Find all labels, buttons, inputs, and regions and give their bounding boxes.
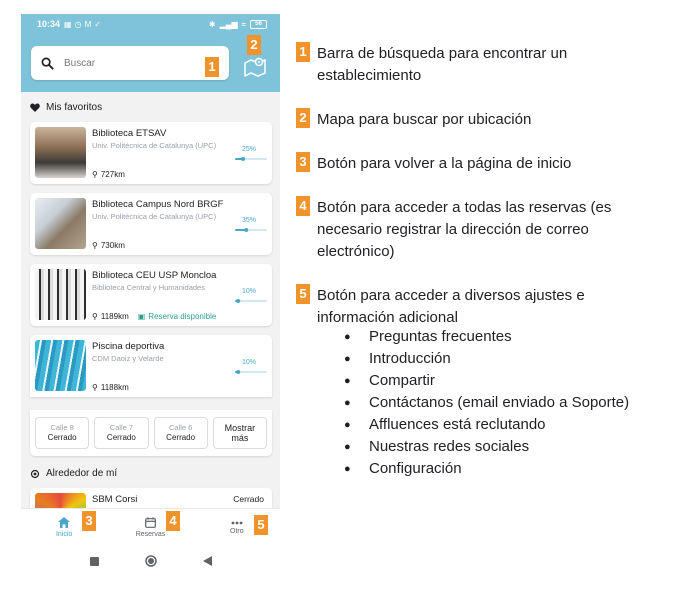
chip-title: Calle 7	[109, 423, 134, 432]
venue-name: Biblioteca ETSAV	[92, 128, 167, 139]
legend-text: Botón para volver a la página de inicio	[317, 155, 572, 172]
search-bar[interactable]	[31, 46, 229, 80]
distance	[92, 312, 216, 321]
venue-subtitle: Univ. Politècnica de Catalunya (UPC)	[92, 212, 217, 221]
check-icon: ✓	[94, 19, 101, 29]
bar-knob	[244, 228, 248, 232]
occupancy-percent: 25%	[241, 146, 256, 153]
back-icon[interactable]	[203, 556, 212, 566]
show-more-button[interactable]	[213, 417, 267, 449]
legend-text: Botón para acceder a todas las reservas (es necesario registrar la dirección de correo electrónico)	[317, 199, 612, 260]
badge-3: 3	[82, 511, 96, 531]
app-header	[21, 14, 280, 92]
legend-badge: 5	[296, 284, 310, 304]
occupancy-percent: 35%	[241, 217, 256, 224]
location-pin-icon: ⚲	[92, 312, 98, 321]
phone-screen	[21, 14, 280, 576]
bar-knob	[236, 370, 240, 374]
more-dots-icon	[231, 521, 243, 525]
settings-bullet-list	[344, 326, 664, 480]
badge-4: 4	[166, 511, 180, 531]
venue-name: SBM Corsi	[92, 494, 138, 505]
chip-state: Cerrado	[166, 433, 196, 442]
venue-subtitle: Biblioteca Central y Humanidades	[92, 283, 205, 292]
favorite-card[interactable]	[30, 193, 272, 255]
status-time: 10:34	[37, 19, 61, 29]
distance-value: 730km	[100, 241, 125, 250]
availability	[138, 312, 217, 321]
lane-chip[interactable]	[35, 417, 89, 449]
heart-icon	[30, 103, 40, 112]
occupancy-bar	[235, 370, 267, 374]
chip-state: Cerrado	[106, 433, 136, 442]
bullet-item: ● Configuración	[344, 458, 664, 480]
distance-value: 1188km	[100, 383, 129, 392]
favorite-card[interactable]	[30, 122, 272, 184]
bullet-item: ● Introducción	[344, 348, 664, 370]
occupancy-percent: 10%	[241, 288, 256, 295]
occupancy-bar	[235, 228, 267, 232]
bullet-item: ● Preguntas frecuentes	[344, 326, 664, 348]
legend-badge: 4	[296, 196, 310, 216]
venue-subtitle: Univ. Politècnica de Catalunya (UPC)	[92, 141, 217, 150]
favorite-card[interactable]	[30, 335, 272, 397]
venue-name: Biblioteca CEU USP Moncloa	[92, 270, 217, 281]
distance-value: 727km	[100, 170, 125, 179]
legend-badge: 1	[296, 42, 310, 62]
occupancy-bar	[235, 299, 267, 303]
calendar-icon: ▣	[137, 312, 146, 321]
badge-2: 2	[247, 35, 261, 55]
bluetooth-icon: ✱	[208, 19, 216, 29]
status-bar	[21, 14, 280, 34]
bar-knob	[236, 299, 240, 303]
library-photo	[35, 127, 86, 178]
locate-icon	[30, 469, 40, 479]
wifi-icon: ≈	[241, 19, 246, 29]
chip-state: Cerrado	[47, 433, 77, 442]
legend-text: Barra de búsqueda para encontrar un establecimiento	[317, 45, 568, 84]
nav-home-label: Inicio	[55, 531, 73, 538]
favorites-header	[30, 102, 102, 113]
distance	[92, 241, 125, 250]
legend-badge: 3	[296, 152, 310, 172]
bullet-item: ● Compartir	[344, 370, 664, 392]
availability-label: Reserva disponible	[148, 312, 217, 321]
badge-1: 1	[205, 57, 219, 77]
location-pin-icon: ⚲	[92, 383, 98, 392]
venue-name: Biblioteca Campus Nord BRGF	[92, 199, 224, 210]
open-state: Cerrado	[233, 494, 264, 504]
search-icon	[41, 57, 54, 70]
legend-badge: 2	[296, 108, 310, 128]
venue-name: Piscina deportiva	[92, 341, 165, 352]
distance-value: 1189km	[100, 312, 129, 321]
show-more-label: Mostrar más	[224, 423, 256, 443]
library-photo	[35, 269, 86, 320]
map-icon[interactable]	[243, 55, 267, 77]
badge-5: 5	[254, 515, 268, 535]
legend-text: Botón para acceder a diversos ajustes e información adicional	[317, 287, 585, 326]
lane-chip[interactable]	[154, 417, 208, 449]
legend-text: Mapa para buscar por ubicación	[317, 111, 532, 128]
occupancy-bar	[235, 157, 267, 161]
search-input[interactable]	[64, 58, 194, 69]
bullet-item: ● Contáctanos (email enviado a Soporte)	[344, 392, 664, 414]
lane-chip[interactable]	[94, 417, 148, 449]
home-icon	[58, 517, 70, 528]
signal-icon: ▂▄▆	[219, 19, 238, 29]
location-pin-icon: ⚲	[92, 170, 98, 179]
occupancy-percent: 10%	[241, 359, 256, 366]
favorites-title: Mis favoritos	[46, 102, 103, 113]
distance	[92, 170, 125, 179]
main-content	[21, 92, 280, 508]
nearby-header	[30, 468, 117, 479]
nav-bookings-label: Reservas	[135, 531, 166, 538]
bullet-item: ● Affluences está reclutando	[344, 414, 664, 436]
chip-title: Calle 6	[168, 423, 193, 432]
bar-knob	[241, 157, 245, 161]
library-photo	[35, 198, 86, 249]
bottom-nav	[21, 508, 280, 546]
nav-bookings[interactable]	[107, 509, 193, 546]
bullet-item: ● Nuestras redes sociales	[344, 436, 664, 458]
alarm-icon: ◷	[74, 19, 82, 29]
notification-icons	[64, 20, 101, 29]
pool-photo	[35, 340, 86, 391]
nearby-title: Alrededor de mí	[46, 468, 118, 479]
gmail-icon: M	[84, 19, 92, 29]
nav-other-label: Otro	[230, 527, 244, 535]
system-nav	[21, 546, 280, 576]
lane-chips	[30, 410, 272, 456]
battery-icon: 56	[250, 20, 267, 29]
chip-title: Calle 8	[50, 423, 74, 432]
favorite-card[interactable]	[30, 264, 272, 326]
recents-icon[interactable]	[90, 557, 99, 566]
location-pin-icon: ⚲	[92, 241, 98, 250]
home-system-icon[interactable]	[145, 555, 157, 567]
venue-subtitle: CDM Daoiz y Velarde	[92, 354, 164, 363]
gallery-icon: ▦	[64, 19, 72, 29]
calendar-icon	[145, 517, 156, 528]
distance	[92, 383, 129, 392]
